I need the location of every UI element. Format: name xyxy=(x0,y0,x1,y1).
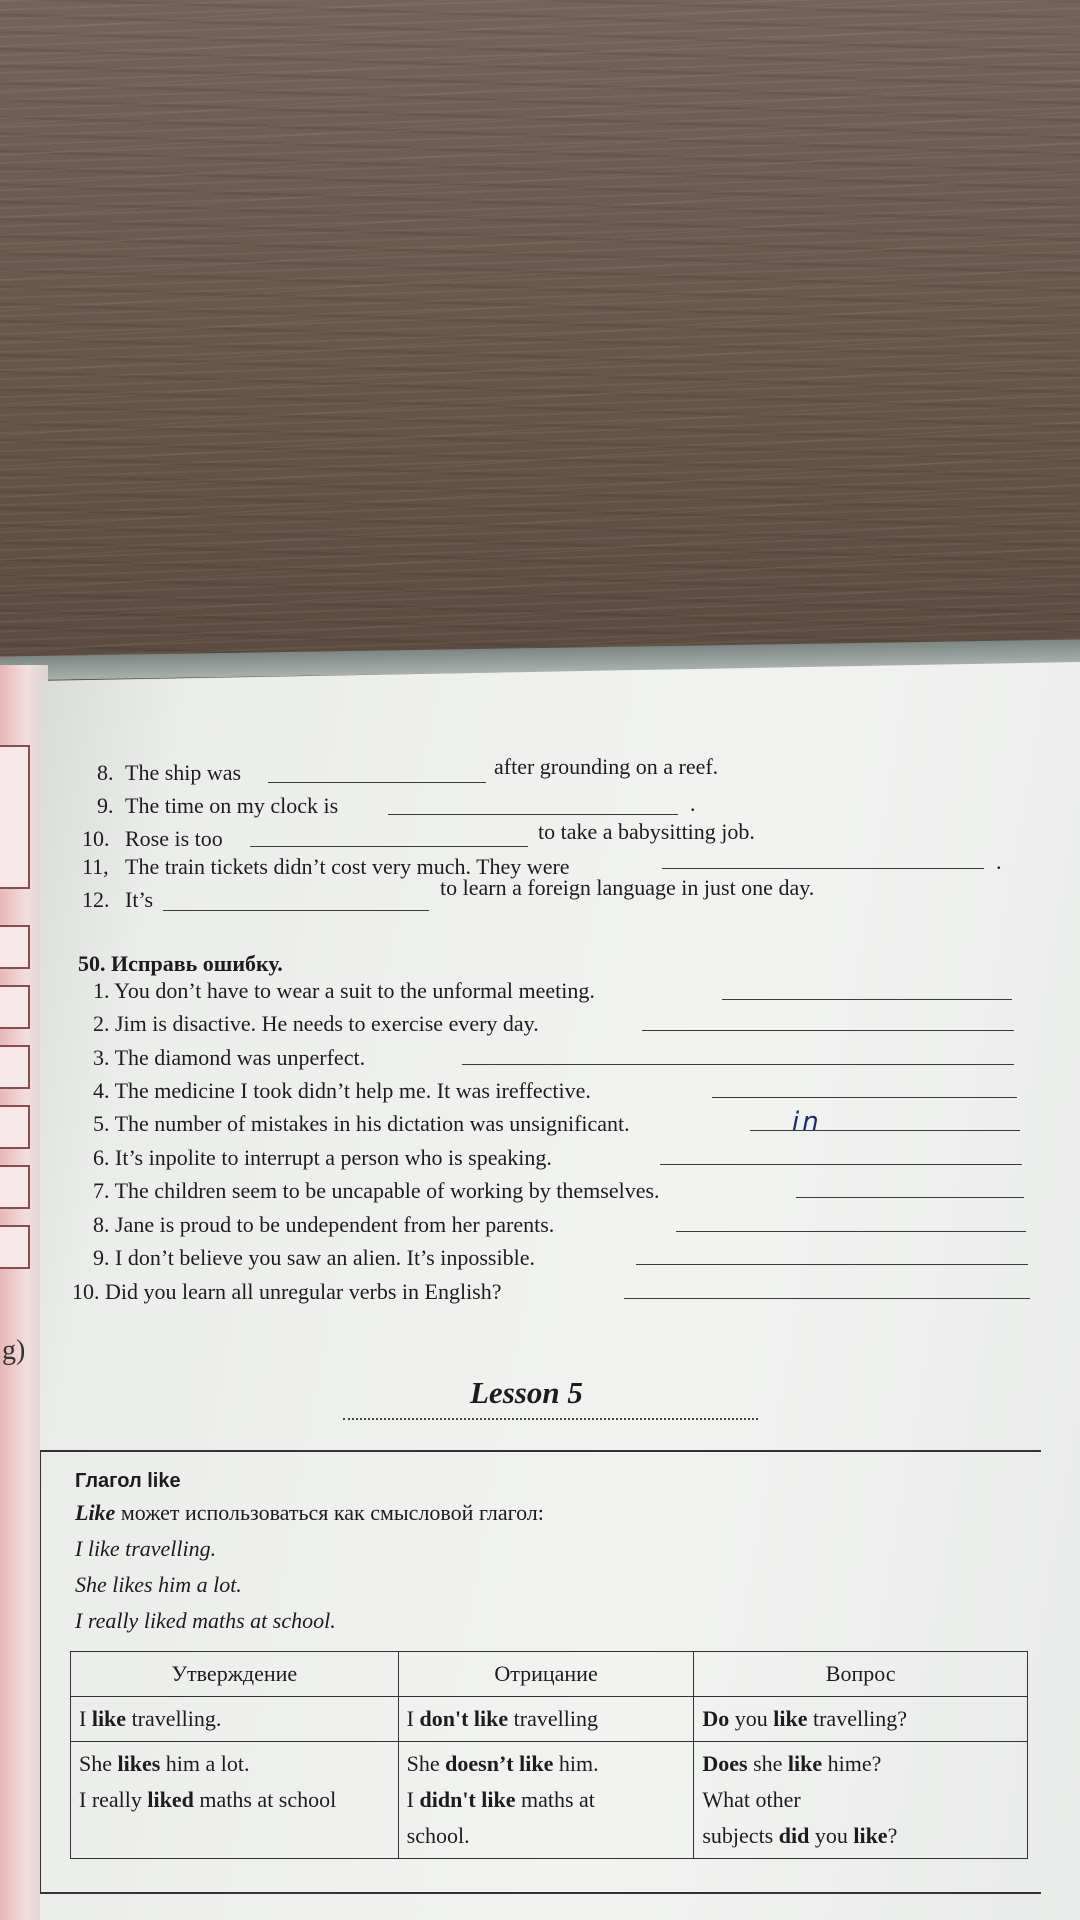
answer-blank[interactable] xyxy=(796,1197,1024,1198)
exercise-item: 8. Jane is proud to be undependent from her parents. xyxy=(93,1212,555,1237)
left-page-box xyxy=(0,985,30,1029)
answer-blank[interactable] xyxy=(662,868,984,869)
left-page-letter: g) xyxy=(2,1335,26,1366)
answer-blank[interactable] xyxy=(163,910,429,911)
exercise-item: 2. Jim is disactive. He needs to exercise every day. xyxy=(93,1011,539,1036)
answer-blank[interactable] xyxy=(722,999,1012,1000)
cell-negative: I don't like travelling xyxy=(398,1697,694,1742)
exercise-item: 1. You don’t have to wear a suit to the unformal meeting. xyxy=(93,978,595,1003)
exercise-line-number: 10. xyxy=(82,826,110,851)
exercise-line-text: The ship was xyxy=(125,760,242,785)
rule-example: I really liked maths at school. xyxy=(75,1608,336,1633)
exercise-heading: 50. Исправь ошибку. xyxy=(78,951,283,976)
exercise-item: 6. It’s inpolite to interrupt a person who is speaking. xyxy=(93,1145,552,1170)
answer-blank[interactable] xyxy=(388,814,678,815)
answer-blank[interactable] xyxy=(712,1097,1017,1098)
cell-affirmative: I like travelling. xyxy=(71,1697,399,1742)
answer-blank[interactable] xyxy=(624,1298,1030,1299)
exercise-item: 10. Did you learn all unregular verbs in English? xyxy=(72,1279,502,1304)
left-page-box xyxy=(0,1105,30,1149)
rule-intro-text: может использоваться как смысловой глагол: xyxy=(115,1500,544,1525)
exercise-line-text: to learn a foreign language in just one day. xyxy=(440,875,815,900)
exercise-line-text: after grounding on a reef. xyxy=(494,754,719,779)
rule-example: She likes him a lot. xyxy=(75,1572,242,1597)
table-row xyxy=(71,1742,1028,1859)
exercise-line-number: 12. xyxy=(82,887,110,912)
wooden-table-background xyxy=(0,0,1080,680)
exercise-item: 7. The children seem to be uncapable of working by themselves. xyxy=(93,1178,660,1203)
exercise-line-text: It’s xyxy=(125,887,154,912)
exercise-item: 5. The number of mistakes in his dictation was unsignificant. xyxy=(93,1111,630,1136)
rule-intro-keyword: Like xyxy=(75,1500,116,1525)
lesson-title: Lesson 5 xyxy=(470,1375,583,1410)
exercise-line-text: to take a babysitting job. xyxy=(538,819,755,844)
header-affirmative: Утверждение xyxy=(71,1652,399,1697)
answer-blank[interactable] xyxy=(642,1030,1014,1031)
exercise-line-number: 8. xyxy=(97,760,114,785)
answer-blank[interactable] xyxy=(268,782,486,783)
table-row xyxy=(71,1697,1028,1742)
rule-intro xyxy=(75,1499,544,1527)
answer-blank[interactable] xyxy=(636,1264,1028,1265)
cell-question: Do you like travelling? xyxy=(694,1697,1028,1742)
cell-affirmative: She likes him a lot. I really liked maths at school xyxy=(71,1742,399,1859)
cell-negative: She doesn’t like him. I didn't like maths at school. xyxy=(398,1742,694,1859)
exercise-line-number: 9. xyxy=(97,793,114,818)
answer-blank[interactable] xyxy=(676,1231,1026,1232)
exercise-line-text: The time on my clock is xyxy=(125,793,339,818)
exercise-line-text: . xyxy=(996,849,1002,874)
left-page-box xyxy=(0,1165,30,1209)
left-page-box xyxy=(0,1045,30,1089)
cell-question: Does she like hime? What other subjects did you like? xyxy=(694,1742,1028,1859)
rule-title: Глагол like xyxy=(75,1470,181,1492)
lesson-underline xyxy=(343,1418,758,1420)
like-forms-table xyxy=(70,1651,1028,1859)
answer-blank[interactable] xyxy=(250,846,528,847)
table-header-row xyxy=(71,1652,1028,1697)
left-page-box xyxy=(0,925,30,969)
handwritten-answer: in xyxy=(792,1107,822,1137)
left-page-box xyxy=(0,1225,30,1269)
exercise-line-text: The train tickets didn’t cost very much. They were xyxy=(125,854,570,879)
answer-blank[interactable] xyxy=(750,1130,1020,1131)
exercise-item: 9. I don’t believe you saw an alien. It’s inpossible. xyxy=(93,1245,535,1270)
exercise-line-text: Rose is too xyxy=(125,826,223,851)
left-page-box xyxy=(0,745,30,889)
answer-blank[interactable] xyxy=(462,1064,1014,1065)
header-negative: Отрицание xyxy=(398,1652,694,1697)
exercise-line-text: . xyxy=(690,791,696,816)
exercise-line-number: 11, xyxy=(82,854,109,879)
exercise-item: 3. The diamond was unperfect. xyxy=(93,1045,366,1070)
header-question: Вопрос xyxy=(694,1652,1028,1697)
exercise-item: 4. The medicine I took didn’t help me. It was ireffective. xyxy=(93,1078,591,1103)
rule-example: I like travelling. xyxy=(75,1536,217,1561)
answer-blank[interactable] xyxy=(660,1164,1022,1165)
